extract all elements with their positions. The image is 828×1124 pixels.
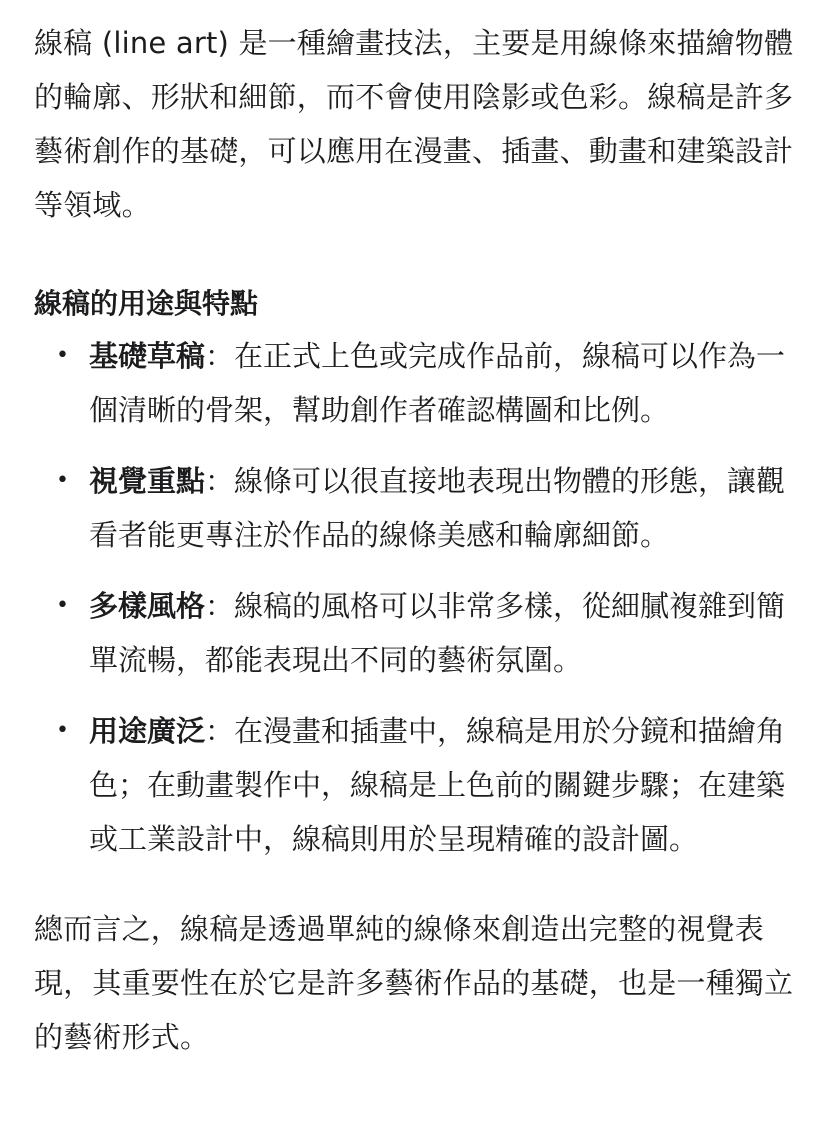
bullet-icon: • [56, 468, 69, 493]
list-item-separator: ： [205, 339, 235, 373]
list-item-text: 在正式上色或完成作品前，線稿可以作為一個清晰的骨架，幫助創作者確認構圖和比例。 [89, 339, 786, 427]
bullet-icon: • [56, 718, 69, 743]
list-item-term: 視覺重點 [89, 464, 206, 498]
bullet-icon: • [56, 343, 69, 368]
list-item [34, 704, 798, 866]
intro-paragraph: 線稿 (line art) 是一種繪畫技法，主要是用線條來描繪物體的輪廓、形狀和細節，而不會使用陰影或色彩。線稿是許多藝術創作的基礎，可以應用在漫畫、插畫、動畫和建築設計等領域。 [34, 26, 794, 222]
list-item [34, 579, 798, 687]
list-item-term: 用途廣泛 [89, 714, 206, 748]
list-item-text: 在漫畫和插畫中，線稿是用於分鏡和描繪角色；在動畫製作中，線稿是上色前的關鍵步驟；在建築或工業設計中，線稿則用於呈現精確的設計圖。 [89, 714, 786, 856]
conclusion-paragraph: 總而言之，線稿是透過單純的線條來創造出完整的視覺表現，其重要性在於它是許多藝術作品的基礎，也是一種獨立的藝術形式。 [34, 912, 794, 1054]
list-item-term: 基礎草稿 [89, 339, 206, 373]
section-heading: 線稿的用途與特點 [34, 287, 259, 320]
list-item [34, 454, 798, 562]
list-item-separator: ： [205, 589, 235, 623]
list-item [34, 329, 798, 437]
bullet-icon: • [56, 593, 69, 618]
list-item-separator: ： [205, 464, 235, 498]
list-item-text: 線條可以很直接地表現出物體的形態，讓觀看者能更專注於作品的線條美感和輪廓細節。 [89, 464, 786, 552]
list-item-text: 線稿的風格可以非常多樣，從細膩複雜到簡單流暢，都能表現出不同的藝術氛圍。 [89, 589, 786, 677]
list-item-separator: ： [205, 714, 235, 748]
feature-list [34, 329, 798, 866]
list-item-term: 多樣風格 [89, 589, 206, 623]
